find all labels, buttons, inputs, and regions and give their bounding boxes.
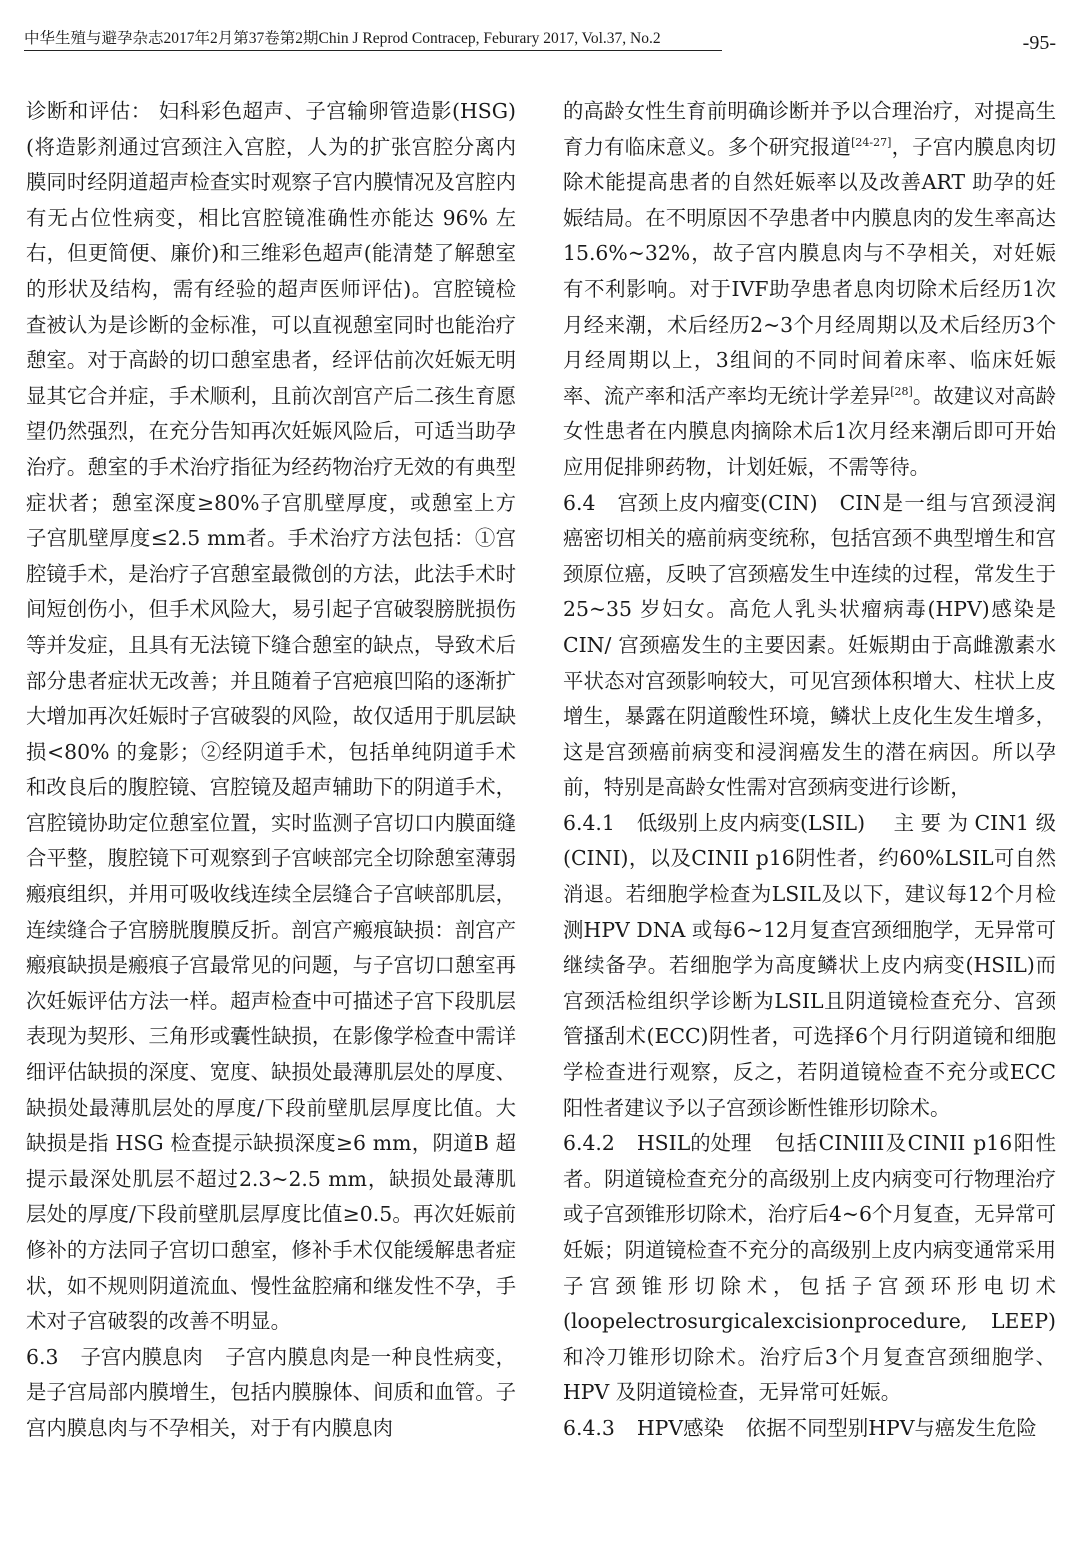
section-title: 子宫内膜息肉 xyxy=(80,1344,203,1369)
section-6-4-1 xyxy=(563,806,1056,1126)
citation-ref: [24-27] xyxy=(851,135,892,149)
section-text: 依据不同型别HPV与癌发生危险 xyxy=(745,1415,1037,1440)
header-rule xyxy=(24,50,722,51)
section-number: 6.4.2 xyxy=(563,1131,615,1156)
section-6-4-3 xyxy=(563,1411,1056,1447)
section-6-4-2 xyxy=(563,1126,1056,1411)
section-text: 主要为CIN1级(CINI)，以及CINII p16阴性者，约60%LSIL可自然消退。若细胞学检查为LSIL及以下，建议每12个月检测HPV DNA 或每6~12月复查宫颈细胞学，无异常可继续备孕。若细胞学为高度鳞状上皮内病变(HSIL)而宫颈活检组织学诊断为LSIL且阴道镜检查充分、宫颈管搔刮术(ECC)阴性者，可选择6个月行阴道镜和细胞学检查进行观察，反之，若阴道镜检查不充分或ECC 阳性者建议予以子宫颈诊断性锥形切除术。 xyxy=(563,810,1056,1120)
section-text: 包括CINIII及CINII p16阳性者。阴道镜检查充分的高级别上皮内病变可行物理治疗或子宫颈锥形切除术，治疗后4~6个月复查，无异常可妊娠；阴道镜检查不充分的高级别上皮内病变通常采用子宫颈锥形切除术，包括子宫颈环形电切术(loopelectrosurgicalexcisionprocedure, LEEP)和冷刀锥形切除术。治疗后3个月复查宫颈细胞学、HPV 及阴道镜检查，无异常可妊娠。 xyxy=(563,1131,1056,1405)
section-text: CIN是一组与宫颈浸润癌密切相关的癌前病变统称，包括宫颈不典型增生和宫颈原位癌，反映了宫颈癌发生中连续的过程，常发生于25~35 岁妇女。高危人乳头状瘤病毒(HPV)感染是 CIN/ 宫颈癌发生的主要因素。妊娠期由于高雌激素水平状态对宫颈影响较大，可见宫颈体积增大、柱状上皮增生，暴露在阴道酸性环境，鳞状上皮化生发生增多，这是宫颈癌前病变和浸润癌发生的潜在病因。所以孕前，特别是高龄女性需对宫颈病变进行诊断， xyxy=(563,490,1056,800)
page-number: -95- xyxy=(1022,32,1056,54)
section-title: 宫颈上皮内瘤变(CIN) xyxy=(617,490,818,515)
section-number: 6.4.1 xyxy=(563,810,615,835)
section-number: 6.4 xyxy=(563,490,596,515)
section-number: 6.3 xyxy=(26,1344,59,1369)
citation-ref: [28] xyxy=(890,384,913,398)
section-title: HPV感染 xyxy=(636,1415,724,1440)
section-6-4 xyxy=(563,486,1056,806)
left-column xyxy=(26,94,516,1447)
section-title: HSIL的处理 xyxy=(636,1131,752,1156)
section-number: 6.4.3 xyxy=(563,1415,615,1440)
section-title: 低级别上皮内病变(LSIL) xyxy=(636,810,866,835)
polyp-continuation-paragraph xyxy=(563,94,1056,486)
section-text: 子宫内膜息肉是一种良性病变，是子宫局部内膜增生，包括内膜腺体、间质和血管。子宫内膜息肉与不孕相关，对于有内膜息肉 xyxy=(26,1344,516,1440)
section-6-3 xyxy=(26,1340,516,1447)
journal-running-title: 中华生殖与避孕杂志2017年2月第37卷第2期Chin J Reprod Contracep, Feburary 2017, Vol.37, No.2 xyxy=(24,30,661,47)
paragraph-text: 。故建议对高龄女性患者在内膜息肉摘除术后1次月经来潮后即可开始应用促排卵药物，计划妊娠，不需等待。 xyxy=(563,383,1057,479)
paragraph-text: ，子宫内膜息肉切除术能提高患者的自然妊娠率以及改善ART 助孕的妊娠结局。在不明原因不孕患者中内膜息肉的发生率高达15.6%~32%，故子宫内膜息肉与不孕相关，对妊娠有不利影响。对于IVF助孕患者息肉切除术后经历1次月经来潮，术后经历2~3个月经周期以及术后经历3个月经周期以上，3组间的不同时间着床率、临床妊娠率、流产率和活产率均无统计学差异 xyxy=(563,134,1057,408)
right-column xyxy=(563,94,1056,1447)
paragraph-text: 的高龄女性生育前明确诊断并予以合理治疗，对提高生育力有临床意义。多个研究报道 xyxy=(563,99,1056,159)
diagnosis-paragraph: 诊断和评估： 妇科彩色超声、子宫输卵管造影(HSG)(将造影剂通过宫颈注入宫腔，人为的扩张宫腔分离内膜同时经阴道超声检查实时观察子宫内膜情况及宫腔内有无占位性病变，相比宫腔镜准确性亦能达 96% 左右，但更简便、廉价)和三维彩色超声(能清楚了解憩室的形状及结构，需有经验的超声医师评估)。宫腔镜检查被认为是诊断的金标准，可以直视憩室同时也能治疗憩室。对于高龄的切口憩室患者，经评估前次妊娠无明显其它合并症，手术顺利，且前次剖宫产后二孩生育愿望仍然强烈，在充分告知再次妊娠风险后，可适当助孕治疗。憩室的手术治疗指征为经药物治疗无效的有典型症状者；憩室深度≥80%子宫肌壁厚度，或憩室上方子宫肌壁厚度≤2.5 mm者。手术治疗方法包括：①宫腔镜手术，是治疗子宫憩室最微创的方法，此法手术时间短创伤小，但手术风险大，易引起子宫破裂膀胱损伤等并发症，且具有无法镜下缝合憩室的缺点，导致术后部分患者症状无改善；并且随着子宫疤痕凹陷的逐渐扩大增加再次妊娠时子宫破裂的风险，故仅适用于肌层缺损<80% 的龛影；②经阴道手术，包括单纯阴道手术和改良后的腹腔镜、宫腔镜及超声辅助下的阴道手术，宫腔镜协助定位憩室位置，实时监测子宫切口内膜面缝合平整，腹腔镜下可观察到子宫峡部完全切除憩室薄弱瘢痕组织，并用可吸收线连续全层缝合子宫峡部肌层，连续缝合子宫膀胱腹膜反折。剖宫产瘢痕缺损：剖宫产瘢痕缺损是瘢痕子宫最常见的问题，与子宫切口憩室再次妊娠评估方法一样。超声检查中可描述子宫下段肌层表现为契形、三角形或囊性缺损，在影像学检查中需详细评估缺损的深度、宽度、缺损处最薄肌层处的厚度、缺损处最薄肌层处的厚度/下段前壁肌层厚度比值。大缺损是指 HSG 检查提示缺损深度≥6 mm，阴道B 超提示最深处肌层不超过2.3~2.5 mm，缺损处最薄肌层处的厚度/下段前壁肌层厚度比值≥0.5。再次妊娠前修补的方法同子宫切口憩室，修补手术仅能缓解患者症状，如不规则阴道流血、慢性盆腔痛和继发性不孕，手术对子宫破裂的改善不明显。 xyxy=(26,99,516,1334)
